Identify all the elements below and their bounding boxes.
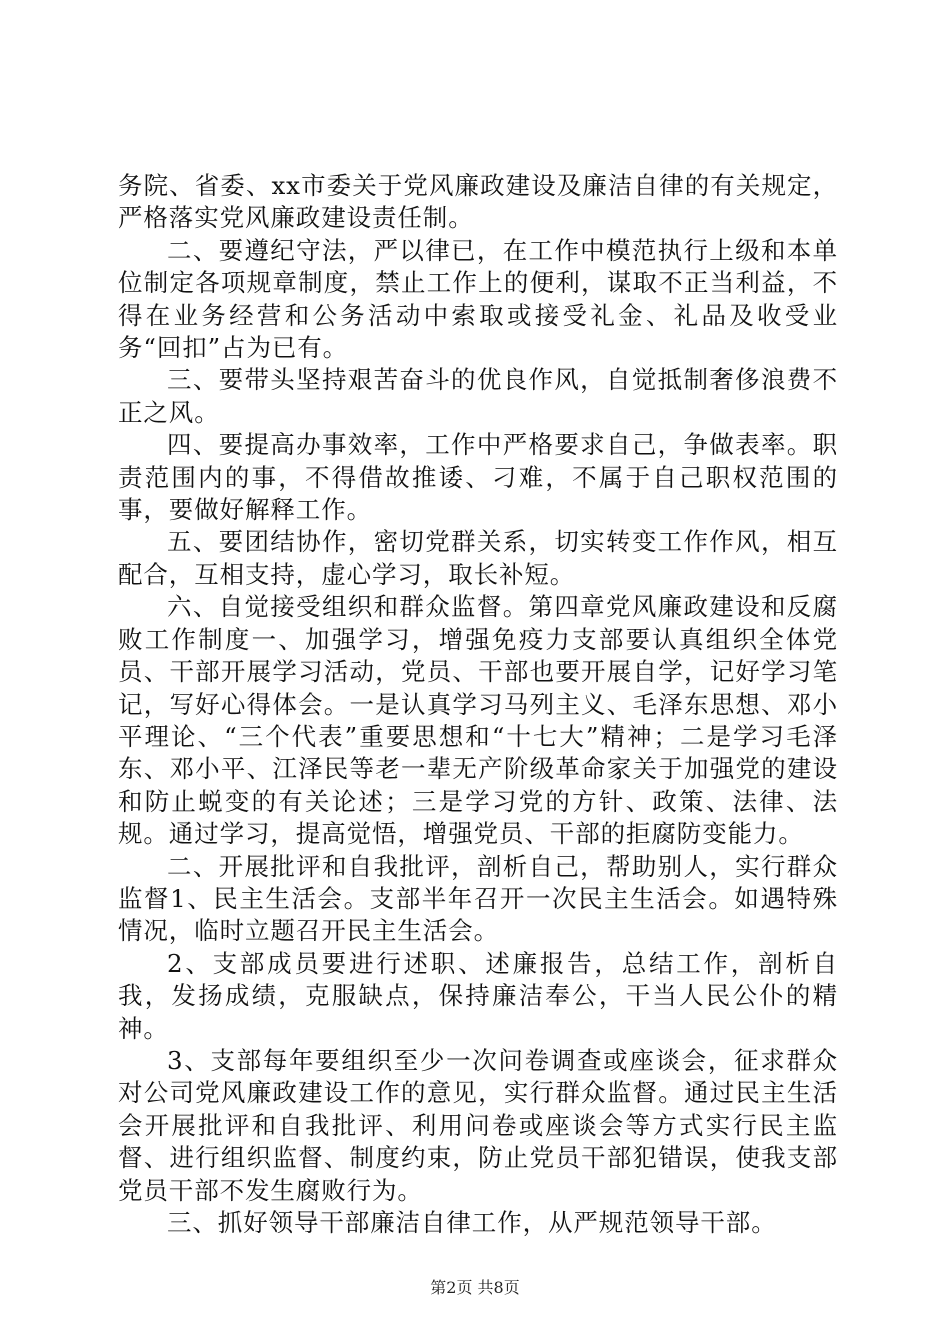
paragraph-2: 二、要遵纪守法，严以律已，在工作中模范执行上级和本单位制定各项规章制度，禁止工作上的便利，谋取不正当利益，不得在业务经营和公务活动中索取或接受礼金、礼品及收受业务“回扣”占为已有。 — [118, 235, 838, 363]
paragraph-5: 五、要团结协作，密切党群关系，切实转变工作作风，相互配合，互相支持，虚心学习，取长补短。 — [118, 527, 838, 589]
page-footer: 第2页 共8页 — [430, 1278, 520, 1297]
paragraph-9: 3、支部每年要组织至少一次问卷调查或座谈会，征求群众对公司党风廉政建设工作的意见，实行群众监督。通过民主生活会开展批评和自我批评、利用问卷或座谈会等方式实行民主监督、进行组织监督、制度约束，防止党员干部犯错误，使我支部党员干部不发生腐败行为。 — [118, 1045, 838, 1205]
paragraph-10: 三、抓好领导干部廉洁自律工作，从严规范领导干部。 — [167, 1208, 777, 1237]
paragraph-continuation: 务院、省委、xx市委关于党风廉政建设及廉洁自律的有关规定，严格落实党风廉政建设责任制。 — [118, 171, 838, 233]
paragraph-6: 六、自觉接受组织和群众监督。第四章党风廉政建设和反腐败工作制度一、加强学习，增强免疫力支部要认真组织全体党员、干部开展学习活动，党员、干部也要开展自学，记好学习笔记，写好心得体会。一是认真学习马列主义、毛泽东思想、邓小平理论、“三个代表”重要思想和“十七大”精神；二是学习毛泽东、邓小平、江泽民等老一辈无产阶级革命家关于加强党的建设和防止蜕变的有关论述；三是学习党的方针、政策、法律、法规。通过学习，提高觉悟，增强党员、干部的拒腐防变能力。 — [118, 592, 838, 849]
paragraph-3: 三、要带头坚持艰苦奋斗的优良作风，自觉抵制奢侈浪费不正之风。 — [118, 365, 838, 427]
body-text — [118, 170, 838, 1239]
paragraph-7: 二、开展批评和自我批评，剖析自己，帮助别人，实行群众监督1、民主生活会。支部半年召开一次民主生活会。如遇特殊情况，临时立题召开民主生活会。 — [118, 851, 838, 946]
paragraph-8: 2、支部成员要进行述职、述廉报告，总结工作，剖析自我，发扬成绩，克服缺点，保持廉洁奉公，干当人民公仆的精神。 — [118, 948, 838, 1043]
paragraph-4: 四、要提高办事效率，工作中严格要求自己，争做表率。职责范围内的事，不得借故推诿、刁难，不属于自己职权范围的事，要做好解释工作。 — [118, 430, 838, 525]
